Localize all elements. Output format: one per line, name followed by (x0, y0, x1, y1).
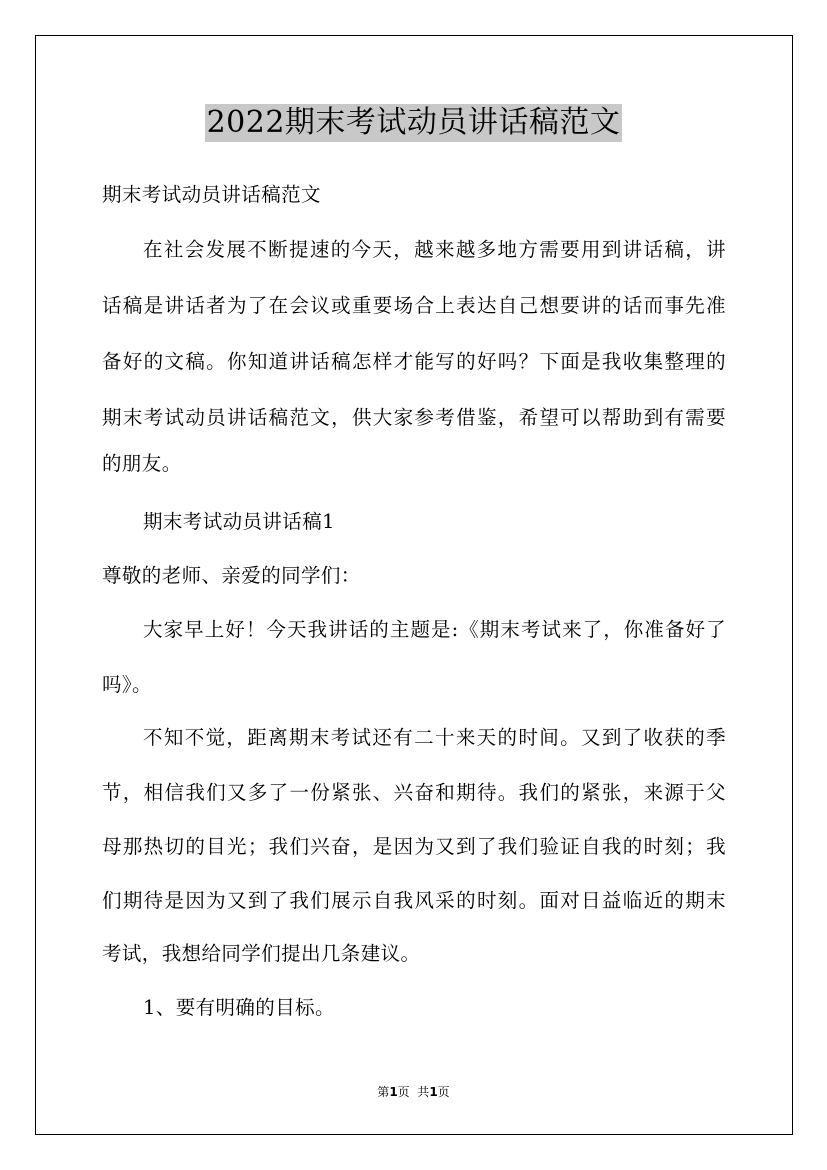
paragraph-line: 考试，我想给同学们提出几条建议。 (102, 942, 421, 965)
subtitle-line: 期末考试动员讲话稿范文 (102, 183, 321, 206)
paragraph-line: 吗》。 (102, 673, 152, 696)
paragraph-line: 的朋友。 (102, 452, 182, 475)
list-item: 1、要有明确的目标。 (143, 996, 335, 1019)
paragraph-line: 母那热切的目光；我们兴奋，是因为又到了我们验证自我的时刻；我 (102, 835, 726, 858)
section-heading: 期末考试动员讲话稿1 (143, 510, 335, 533)
page-footer (0, 1084, 827, 1100)
paragraph-line: 节，相信我们又多了一份紧张、兴奋和期待。我们的紧张，来源于父 (102, 781, 726, 804)
paragraph-line: 期末考试动员讲话稿范文，供大家参考借鉴，希望可以帮助到有需要 (102, 406, 726, 429)
paragraph-line: 在社会发展不断提速的今天，越来越多地方需要用到讲话稿，讲 (143, 238, 726, 261)
title-container (0, 104, 827, 142)
paragraph-line: 话稿是讲话者为了在会议或重要场合上表达自己想要讲的话而事先准 (102, 294, 726, 317)
paragraph-line: 不知不觉，距离期末考试还有二十来天的时间。又到了收获的季 (143, 726, 726, 749)
document-title: 2022期末考试动员讲话稿范文 (206, 105, 621, 140)
footer-mid: 页 共 (397, 1085, 430, 1099)
paragraph-line: 们期待是因为又到了我们展示自我风采的时刻。面对日益临近的期末 (102, 889, 726, 912)
footer-total-pages: 1 (429, 1085, 438, 1099)
paragraph-line: 备好的文稿。你知道讲话稿怎样才能写的好吗？下面是我收集整理的 (102, 350, 726, 373)
salutation-line: 尊敬的老师、亲爱的同学们： (102, 564, 361, 587)
footer-suffix: 页 (437, 1085, 450, 1099)
footer-page-number: 1 (389, 1085, 398, 1099)
paragraph-line: 大家早上好！今天我讲话的主题是:《期末考试来了，你准备好了 (143, 618, 726, 641)
footer-prefix: 第 (377, 1085, 390, 1099)
